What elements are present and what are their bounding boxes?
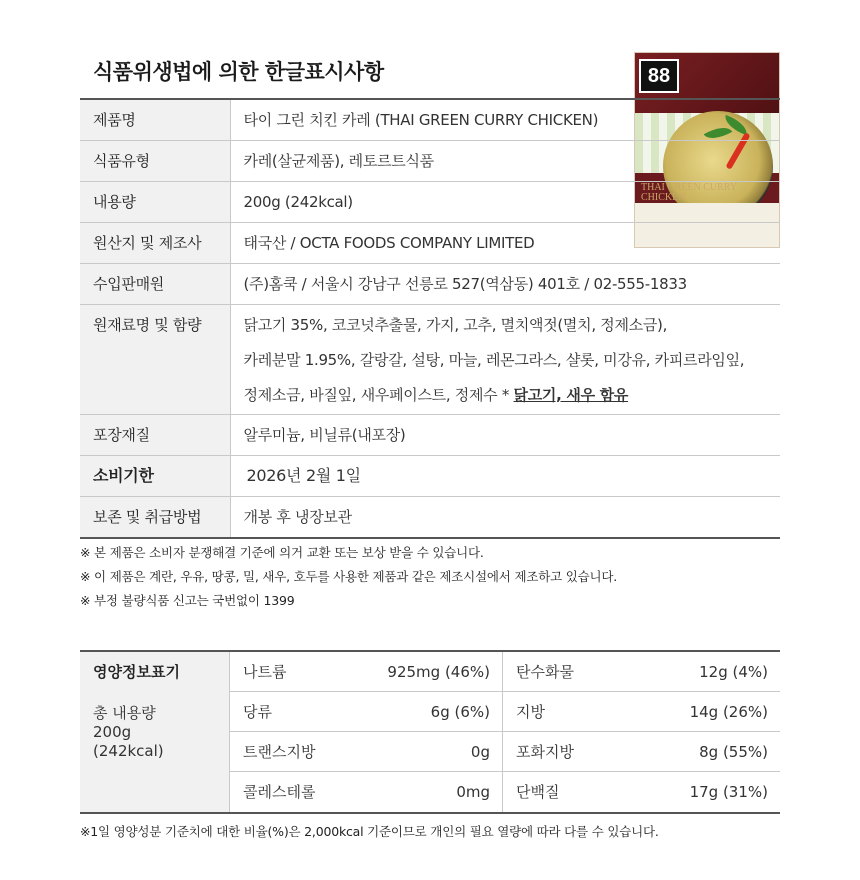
nutrient-name: 탄수화물: [516, 663, 574, 681]
info-key: 원산지 및 제조사: [80, 223, 230, 264]
info-row: [80, 223, 780, 264]
nutrition-header-cell: [80, 652, 230, 812]
total-label: 총 내용량: [93, 704, 156, 722]
notice-list: [80, 541, 617, 613]
nutrition-footnote: ※1일 영양성분 기준치에 대한 비율(%)은 2,000kcal 기준이므로 개인의 필요 열량에 따라 다를 수 있습니다.: [80, 824, 659, 839]
info-key: 소비기한: [80, 456, 230, 497]
info-row: [80, 99, 780, 141]
nutrient-name: 트랜스지방: [243, 743, 316, 761]
nutrient-value: 12g (4%): [699, 663, 768, 681]
nutrient-value: 14g (26%): [689, 703, 768, 721]
nutrition-heading: 영양정보표기: [93, 663, 180, 681]
ingredients-line: 카레분말 1.95%, 갈랑갈, 설탕, 마늘, 레몬그라스, 샬롯, 미강유, 카피르라임잎,: [243, 351, 745, 369]
package-title: THAI GREEN CURRY CHICKEN: [641, 182, 737, 203]
ingredients-key: 원재료명 및 함량: [80, 305, 230, 415]
ingredients-line-text: 정제소금, 바질잎, 새우페이스트, 정제수 *: [243, 386, 514, 404]
ingredients-line: [244, 378, 781, 413]
nutrient-value: 17g (31%): [689, 783, 768, 801]
notice-item: ※ 부정 불량식품 신고는 국번없이 1399: [80, 593, 295, 608]
column-divider: [502, 652, 503, 692]
column-divider: [502, 772, 503, 812]
info-value: 개봉 후 냉장보관: [243, 508, 352, 526]
nutrition-row: [230, 772, 780, 812]
info-row: [80, 415, 780, 456]
nutrient-name: 단백질: [516, 783, 560, 801]
column-divider: [502, 732, 503, 772]
info-key: 보존 및 취급방법: [80, 497, 230, 539]
nutrient-value: 925mg (46%): [387, 663, 490, 681]
ingredients-row: [80, 305, 780, 415]
info-value: (주)홈쿡 / 서울시 강남구 선릉로 527(역삼동) 401호 / 02-555-1833: [243, 275, 687, 293]
total-kcal: (242kcal): [93, 742, 164, 760]
column-divider: [502, 692, 503, 732]
nutrient-value: 0mg: [456, 783, 490, 801]
nutrient-value: 6g (6%): [430, 703, 490, 721]
nutrient-name: 지방: [516, 703, 545, 721]
nutrition-grid: [230, 652, 780, 812]
info-key: 수입판매원: [80, 264, 230, 305]
info-value: 200g (242kcal): [243, 193, 353, 211]
info-row: [80, 264, 780, 305]
nutrition-row: [230, 732, 780, 772]
page-title: 식품위생법에 의한 한글표시사항: [93, 60, 384, 84]
info-key: 내용량: [80, 182, 230, 223]
info-key: 제품명: [80, 99, 230, 141]
info-row: [80, 497, 780, 539]
nutrient-name: 당류: [243, 703, 272, 721]
info-value: 타이 그린 치킨 카레 (THAI GREEN CURRY CHICKEN): [243, 111, 599, 129]
info-value: 태국산 / OCTA FOODS COMPANY LIMITED: [243, 234, 535, 252]
info-key: 포장재질: [80, 415, 230, 456]
ingredients-value: [230, 305, 780, 415]
expiry-date: 2026년 2월 1일: [246, 466, 361, 485]
product-info-table: [80, 98, 780, 539]
info-row: [80, 182, 780, 223]
info-value: 카레(살균제품), 레토르트식품: [243, 152, 434, 170]
info-key: 식품유형: [80, 141, 230, 182]
info-value: 알루미늄, 비닐류(내포장): [243, 426, 406, 444]
nutrient-value: 8g (55%): [699, 743, 768, 761]
nutrient-name: 포화지방: [516, 743, 574, 761]
info-row: [80, 141, 780, 182]
info-row: [80, 456, 780, 497]
allergen-notice: 닭고기, 새우 함유: [513, 386, 629, 404]
ingredients-line: 닭고기 35%, 코코넛추출물, 가지, 고추, 멸치액젓(멸치, 정제소금),: [243, 316, 668, 334]
notice-item: ※ 본 제품은 소비자 분쟁해결 기준에 의거 교환 또는 보상 받을 수 있습니다.: [80, 545, 484, 560]
brand-logo: 88: [639, 59, 679, 93]
nutrient-name: 나트륨: [243, 663, 287, 681]
notice-item: ※ 이 제품은 계란, 우유, 땅콩, 밀, 새우, 호두를 사용한 제품과 같은 제조시설에서 제조하고 있습니다.: [80, 569, 617, 584]
nutrition-row: [230, 692, 780, 732]
nutrient-value: 0g: [470, 743, 490, 761]
total-content: [93, 704, 164, 761]
nutrient-name: 콜레스테롤: [243, 783, 316, 801]
nutrition-table: [80, 650, 780, 814]
nutrition-row: [230, 652, 780, 692]
total-weight: 200g: [93, 723, 132, 741]
